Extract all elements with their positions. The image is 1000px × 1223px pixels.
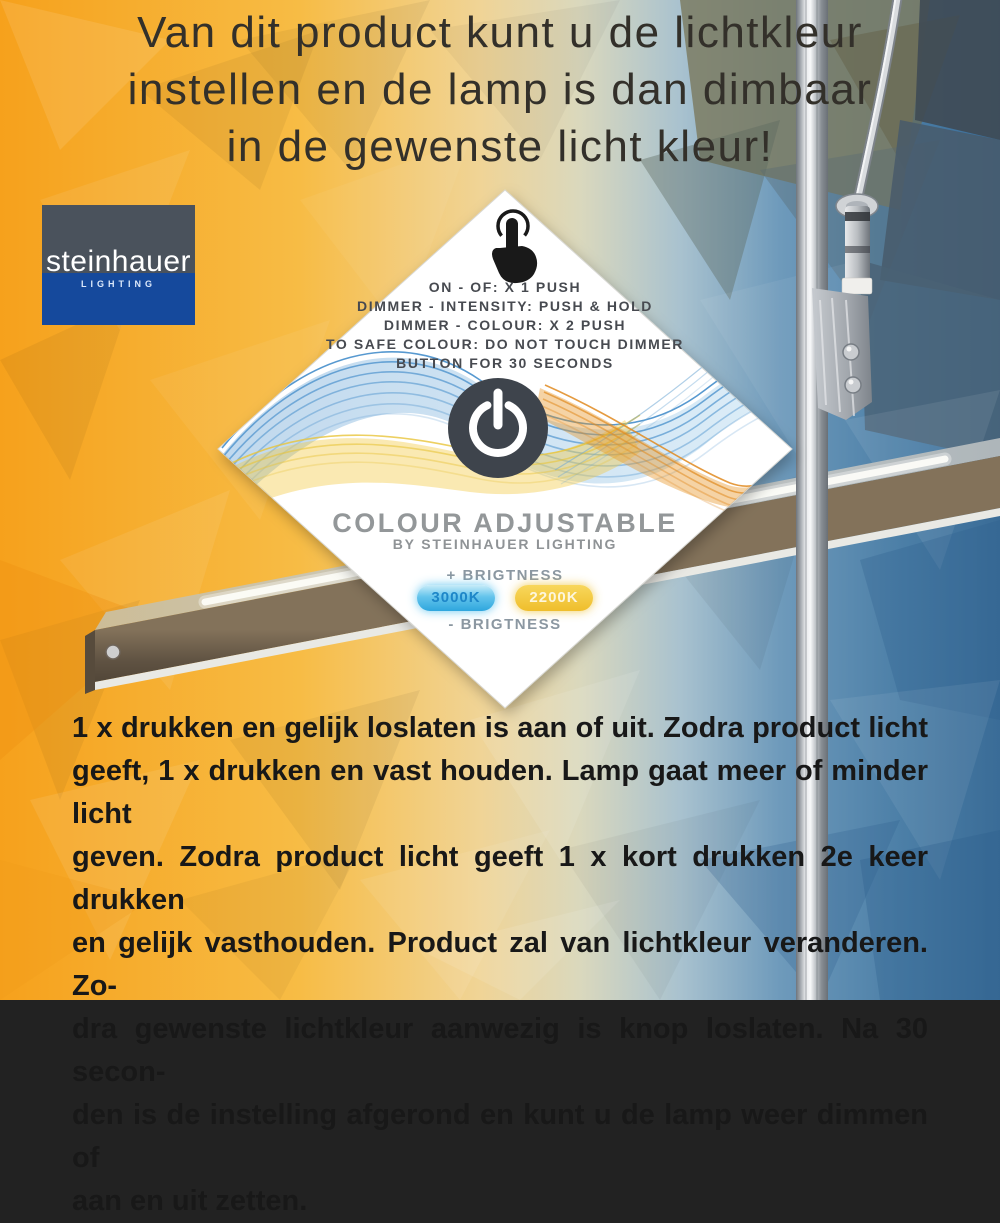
paragraph-line: 1 x drukken en gelijk loslaten is aan of uit. Zodra product licht (72, 712, 928, 744)
usage-paragraph (72, 707, 928, 1223)
temp-badge-2200k: 2200K (515, 585, 593, 611)
headline-line: in de gewenste licht kleur! (226, 122, 774, 171)
clamp-knob-top (843, 344, 859, 360)
card-subtitle: BY STEINHAUER LIGHTING (392, 536, 618, 552)
logo-gray-block (42, 205, 195, 278)
headline-line: instellen en de lamp is dan dimbaar (127, 65, 873, 114)
temp-badge-3000k: 3000K (417, 585, 495, 611)
dimmer-instructions (326, 278, 684, 373)
logo-brand: steinhauer (45, 245, 192, 278)
logo-subtitle: LIGHTING (81, 279, 156, 289)
clamp-knob-bottom (845, 377, 861, 393)
paragraph-line: aan en uit zetten. (72, 1185, 308, 1217)
brightness-minus-label: - BRIGTNESS (448, 616, 562, 633)
instruction-line: BUTTON FOR 30 SECONDS (396, 355, 614, 371)
brightness-plus-label: + BRIGTNESS (446, 567, 564, 584)
paragraph-line: den is de instelling afgerond en kunt u de lamp weer dimmen of (72, 1099, 928, 1174)
bar-end-screw (106, 645, 120, 659)
paragraph-line: en gelijk vasthouden. Product zal van lichtkleur veranderen. Zo- (72, 927, 928, 1002)
steinhauer-logo (42, 205, 195, 325)
instruction-line: ON - OF: X 1 PUSH (428, 279, 582, 295)
headline-line: Van dit product kunt u de lichtkleur (137, 8, 863, 57)
power-icon (448, 378, 548, 478)
bar-end-cap (85, 630, 95, 694)
paragraph-line: geven. Zodra product licht geeft 1 x kort drukken 2e keer drukken (72, 841, 928, 916)
instruction-line: DIMMER - INTENSITY: PUSH & HOLD (357, 298, 653, 314)
instruction-line: TO SAFE COLOUR: DO NOT TOUCH DIMMER (325, 336, 685, 352)
colour-temperature-badges (417, 585, 593, 611)
paragraph-line: geeft, 1 x drukken en vast houden. Lamp gaat meer of minder licht (72, 755, 928, 830)
headline (0, 4, 1000, 175)
logo-blue-block (42, 273, 195, 325)
instruction-line: DIMMER - COLOUR: X 2 PUSH (383, 317, 627, 333)
card-title: COLOUR ADJUSTABLE (332, 508, 678, 538)
paragraph-line: dra gewenste lichtkleur aanwezig is knop loslaten. Na 30 secon- (72, 1013, 928, 1088)
